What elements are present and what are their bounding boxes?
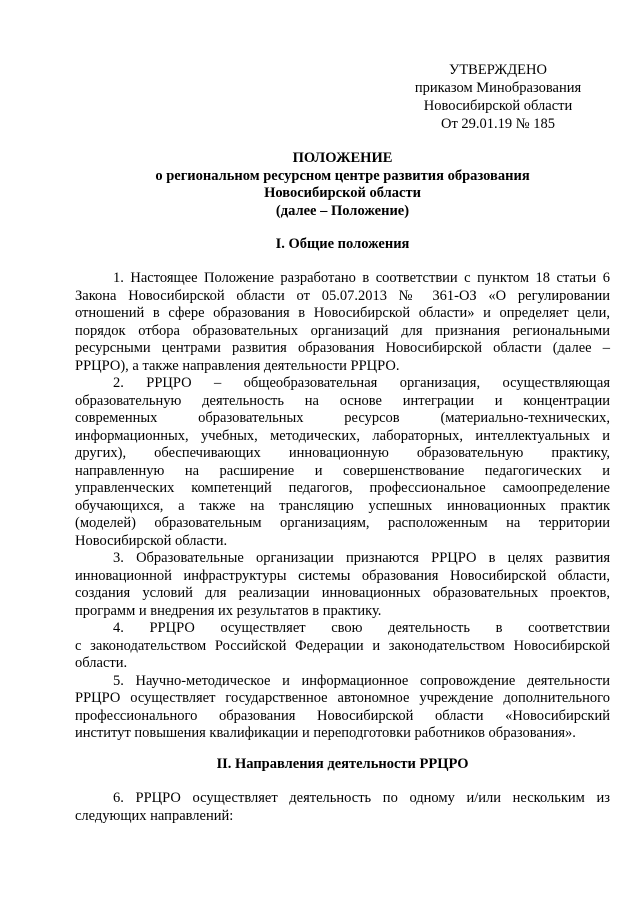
text-line: институт повышения квалификации и переподготовки работников образования». <box>75 725 576 741</box>
text-line: Закона Новосибирской области от 05.07.2013 № 361-ОЗ «О регулировании <box>75 287 610 304</box>
text-line: порядок отбора образовательных организаций для признания региональными <box>75 322 610 339</box>
text-line: 4. РРЦРО осуществляет свою деятельность в соответствии <box>113 620 610 636</box>
text-line: 5. Научно-методическое и информационное сопровождение деятельности <box>113 672 610 689</box>
section-body <box>75 790 610 825</box>
text-line: управленческих компетенций педагогов, профессиональное самоопределение <box>75 480 610 496</box>
text-line: инновационной инфраструктуры системы образования Новосибирской области, <box>75 567 610 584</box>
text-line: программ и внедрения их результатов в практику. <box>75 602 382 619</box>
text-line: других), обеспечивающих инновационную образовательную практику, <box>75 445 610 461</box>
text-line: отношений в сфере образования в Новосибирской области» и определяет цели, <box>75 305 610 321</box>
text-line: современных образовательных ресурсов (материально-технических, <box>75 410 610 426</box>
document-title <box>75 150 610 220</box>
text-line: Новосибирской области. <box>75 532 228 549</box>
paragraph <box>75 375 610 550</box>
text-line: ресурсными центрами развития образования Новосибирской области (далее – <box>75 340 610 356</box>
text-line: обучающихся, а также на трансляцию успешных инновационных практик <box>75 497 610 514</box>
approval-stamp <box>400 61 596 133</box>
paragraph <box>75 673 610 743</box>
paragraph <box>75 550 610 620</box>
text-line: профессионального образования Новосибирской области «Новосибирский <box>75 707 610 724</box>
paragraph <box>75 270 610 375</box>
text-line: следующих направлений: <box>75 807 234 824</box>
text-line: РРЦРО осуществляет государственное автономное учреждение дополнительного <box>75 690 610 706</box>
text-line: создания условий для реализации инновационных образовательных проектов, <box>75 585 610 601</box>
paragraph <box>75 790 610 825</box>
title-line: Новосибирской области <box>264 185 421 201</box>
text-line: образовательную деятельность на основе интеграции и концентрации <box>75 392 610 409</box>
paragraph <box>75 620 610 673</box>
approval-line: приказом Минобразования <box>414 80 582 96</box>
text-line: информационных, учебных, методических, лабораторных, интеллектуальных и <box>75 427 610 444</box>
approval-line: УТВЕРЖДЕНО <box>449 62 547 78</box>
title-line: (далее – Положение) <box>275 202 410 219</box>
text-line: РРЦРО), а также направления деятельности РРЦРО. <box>75 357 400 374</box>
text-line: 3. Образовательные организации признаются РРЦРО в целях развития <box>113 550 610 566</box>
approval-line: От 29.01.19 № 185 <box>440 116 556 132</box>
text-line: направленную на расширение и совершенствование педагогических и <box>75 462 610 479</box>
text-line: области. <box>75 655 128 671</box>
section-body <box>75 270 610 743</box>
section-heading: II. Направления деятельности РРЦРО <box>216 756 469 772</box>
title-line: ПОЛОЖЕНИЕ <box>292 150 393 166</box>
title-line: о региональном ресурсном центре развития образования <box>155 167 530 184</box>
section-heading: I. Общие положения <box>275 236 410 252</box>
text-line: 6. РРЦРО осуществляет деятельность по одному и/или нескольким из <box>113 790 610 806</box>
approval-line: Новосибирской области <box>423 98 573 114</box>
text-line: с законодательством Российской Федерации и законодательством Новосибирской <box>75 637 610 654</box>
text-line: (моделей) образовательным организациям, расположенным на территории <box>75 515 610 531</box>
text-line: 1. Настоящее Положение разработано в соответствии с пунктом 18 статьи 6 <box>113 270 610 286</box>
text-line: 2. РРЦРО – общеобразовательная организация, осуществляющая <box>113 375 610 391</box>
